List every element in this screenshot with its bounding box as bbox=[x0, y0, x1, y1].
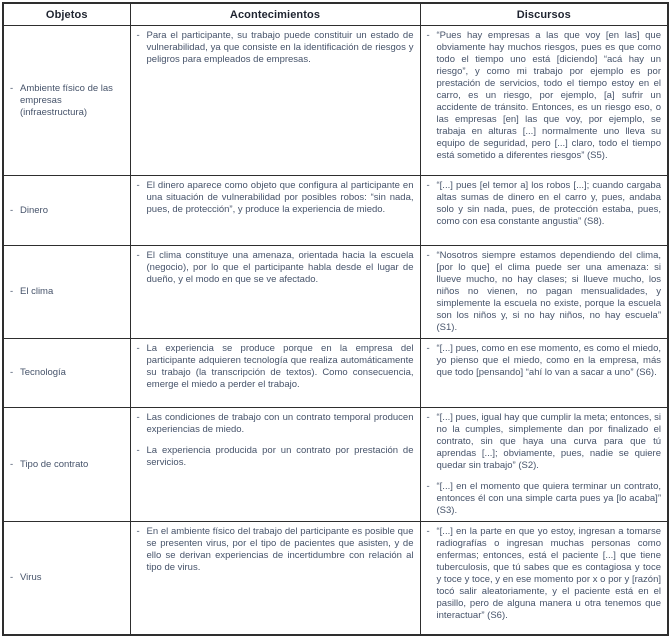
discursos-cell bbox=[420, 246, 668, 339]
bullet-dash-icon: - bbox=[136, 180, 140, 191]
bullet-dash-icon: - bbox=[10, 367, 14, 378]
bullet-dash-icon: - bbox=[10, 286, 14, 297]
bullet-item bbox=[426, 250, 662, 334]
cell-text: Ambiente físico de las empresas (infraestructura) bbox=[20, 82, 113, 118]
acontecimientos-cell bbox=[130, 26, 420, 176]
table-row bbox=[3, 522, 668, 636]
acontecimientos-cell bbox=[130, 408, 420, 522]
cell-text: El clima constituye una amenaza, orientada hacia la escuela (negocio), por lo que el participante habla desde el lugar de dueño, y el modo en que se ve afectado. bbox=[146, 250, 414, 285]
cell-text: Las condiciones de trabajo con un contrato temporal producen experiencias de miedo. bbox=[146, 412, 414, 435]
bullet-dash-icon: - bbox=[10, 82, 14, 94]
bullet-dash-icon: - bbox=[136, 445, 140, 456]
bullet-item bbox=[426, 481, 662, 517]
bullet-item bbox=[426, 180, 662, 228]
cell-text: Para el participante, su trabajo puede constituir un estado de vulnerabilidad, ya que consiste en la identificación de riesgos y peligros para empleados de empresas. bbox=[146, 30, 414, 65]
bullet-item bbox=[136, 445, 414, 469]
cell-text: “Nosotros siempre estamos dependiendo del clima, [por lo que] el clima puede ser una amenaza: si llueve mucho, no hay clases; si llueve mucho, los niños no vienen, no pagan mensualidades, y simplemente la escuela no existe, porque la escuela son los niños y, si no hay niños, no hay escuela” (S1). bbox=[436, 250, 661, 333]
cell-text: El dinero aparece como objeto que configura al participante en una situación de vulnerabilidad por posibles robos: “sin nada, pues, de protección”, y produce la experiencia de miedo. bbox=[146, 180, 414, 215]
bullet-dash-icon: - bbox=[10, 204, 14, 216]
bullet-dash-icon: - bbox=[426, 250, 430, 261]
discursos-cell bbox=[420, 408, 668, 522]
objeto-cell bbox=[3, 26, 130, 176]
cell-text: La experiencia producida por un contrato por prestación de servicios. bbox=[146, 445, 414, 468]
bullet-item bbox=[9, 572, 124, 584]
bullet-dash-icon: - bbox=[10, 458, 14, 470]
bullet-dash-icon: - bbox=[136, 526, 140, 537]
bullet-item bbox=[136, 30, 414, 66]
bullet-item bbox=[426, 343, 662, 379]
table-body bbox=[3, 26, 668, 636]
objeto-cell bbox=[3, 246, 130, 339]
objeto-cell bbox=[3, 408, 130, 522]
discursos-cell bbox=[420, 176, 668, 246]
table-row bbox=[3, 408, 668, 522]
acontecimientos-cell bbox=[130, 339, 420, 408]
cell-text: “Pues hay empresas a las que voy [en las] que obviamente hay muchos riesgos, pues es que como todo el tiempo uno está [diciendo] “acá hay un riesgo”, y como mi trabajo por ejemplo es por prestación de servicios, todo el tiempo estoy en el carro, es un riesgo, por ejemplo, [a] sufrir un accidente de tránsito. Entonces, es un riesgo eso, o las empresas [en] las que voy, por ejemplo, se trabaja en alturas [...] normalmente uno lleva su equipo de seguridad, pero [...] claro, todo el tiempo está sometido a diferentes riesgos” (S5). bbox=[436, 30, 661, 161]
objeto-cell bbox=[3, 339, 130, 408]
table-row bbox=[3, 339, 668, 408]
bullet-item bbox=[9, 83, 124, 119]
table-row bbox=[3, 26, 668, 176]
bullet-dash-icon: - bbox=[426, 343, 430, 354]
bullet-item bbox=[9, 459, 124, 471]
bullet-dash-icon: - bbox=[426, 526, 430, 537]
discursos-cell bbox=[420, 522, 668, 636]
cell-text: En el ambiente físico del trabajo del participante es posible que se presenten virus, por el tipo de pacientes que asisten, y de ello se derivan experiencias de incertidumbre con relación al tipo de virus. bbox=[146, 526, 414, 573]
bullet-dash-icon: - bbox=[136, 30, 140, 41]
bullet-item bbox=[136, 343, 414, 391]
cell-text: “[...] pues, como en ese momento, es como el miedo, yo pienso que el miedo, como en la empresa, más que todo [pensando] “ahí lo van a sacar a uno” (S6). bbox=[436, 343, 661, 378]
bullet-dash-icon: - bbox=[10, 572, 14, 583]
acontecimientos-cell bbox=[130, 522, 420, 636]
bullet-dash-icon: - bbox=[426, 481, 430, 492]
cell-text: “[...] en la parte en que yo estoy, ingresan a tomarse radiografías o ingresan muchas personas como enfermas; entonces, está el paciente [...] que tiene tuberculosis, que tú sabes que es contagiosa y toce y toce y toce, y en ese momento por x o por y [razón] tocó salir aleatoriamente, y el paciente está en el pasillo, pero de alguna manera u otra tenemos que interactuar” (S6). bbox=[436, 526, 661, 621]
header-acontecimientos: Acontecimientos bbox=[130, 3, 420, 26]
bullet-dash-icon: - bbox=[136, 412, 140, 423]
bullet-dash-icon: - bbox=[136, 343, 140, 354]
bullet-item bbox=[136, 526, 414, 574]
cell-text: “[...] en el momento que quiera terminar un contrato, entonces él con una simple carta pues ya [lo acaba]” (S3). bbox=[436, 481, 661, 516]
cell-text: “[...] pues [el temor a] los robos [...]; cuando cargaba altas sumas de dinero en el carro y, pues, andaba solo y sin nada, pues, de protección estaba, pues, como con esa constante angustia” (S8). bbox=[436, 180, 661, 227]
header-discursos: Discursos bbox=[420, 3, 668, 26]
table-header bbox=[3, 3, 668, 26]
bullet-dash-icon: - bbox=[136, 250, 140, 261]
bullet-item bbox=[426, 526, 662, 622]
header-objetos: Objetos bbox=[3, 3, 130, 26]
objeto-cell bbox=[3, 522, 130, 636]
cell-text: Virus bbox=[20, 572, 42, 583]
bullet-item bbox=[9, 205, 124, 217]
bullet-item bbox=[136, 250, 414, 286]
bullet-dash-icon: - bbox=[426, 180, 430, 191]
cell-text: Tecnología bbox=[20, 367, 66, 378]
objeto-cell bbox=[3, 176, 130, 246]
bullet-item bbox=[426, 30, 662, 162]
acontecimientos-cell bbox=[130, 246, 420, 339]
bullet-item bbox=[426, 412, 662, 472]
table-row bbox=[3, 176, 668, 246]
bullet-item bbox=[136, 180, 414, 216]
bullet-item bbox=[9, 367, 124, 379]
bullet-dash-icon: - bbox=[426, 412, 430, 423]
cell-text: El clima bbox=[20, 286, 54, 297]
table-row bbox=[3, 246, 668, 339]
cell-text: La experiencia se produce porque en la empresa del participante adquieren tecnología que realiza automáticamente su trabajo (la transcripción de textos). Como consecuencia, emerge el miedo a perder el trabajo. bbox=[146, 343, 414, 390]
bullet-dash-icon: - bbox=[426, 30, 430, 41]
cell-text: Dinero bbox=[20, 204, 48, 216]
header-row bbox=[3, 3, 668, 26]
cell-text: Tipo de contrato bbox=[20, 458, 89, 470]
discursos-cell bbox=[420, 339, 668, 408]
bullet-item bbox=[9, 286, 124, 298]
acontecimientos-cell bbox=[130, 176, 420, 246]
bullet-item bbox=[136, 412, 414, 436]
cell-text: “[...] pues, igual hay que cumplir la meta; entonces, si no la cumples, simplemente dan por finalizado el contrato, sin que haya una curva para que tú aprendas [...]; obviamente, pues, nadie se quiere quedar sin trabajo” (S2). bbox=[436, 412, 661, 471]
discursos-cell bbox=[420, 26, 668, 176]
objects-events-discourses-table bbox=[2, 2, 669, 636]
